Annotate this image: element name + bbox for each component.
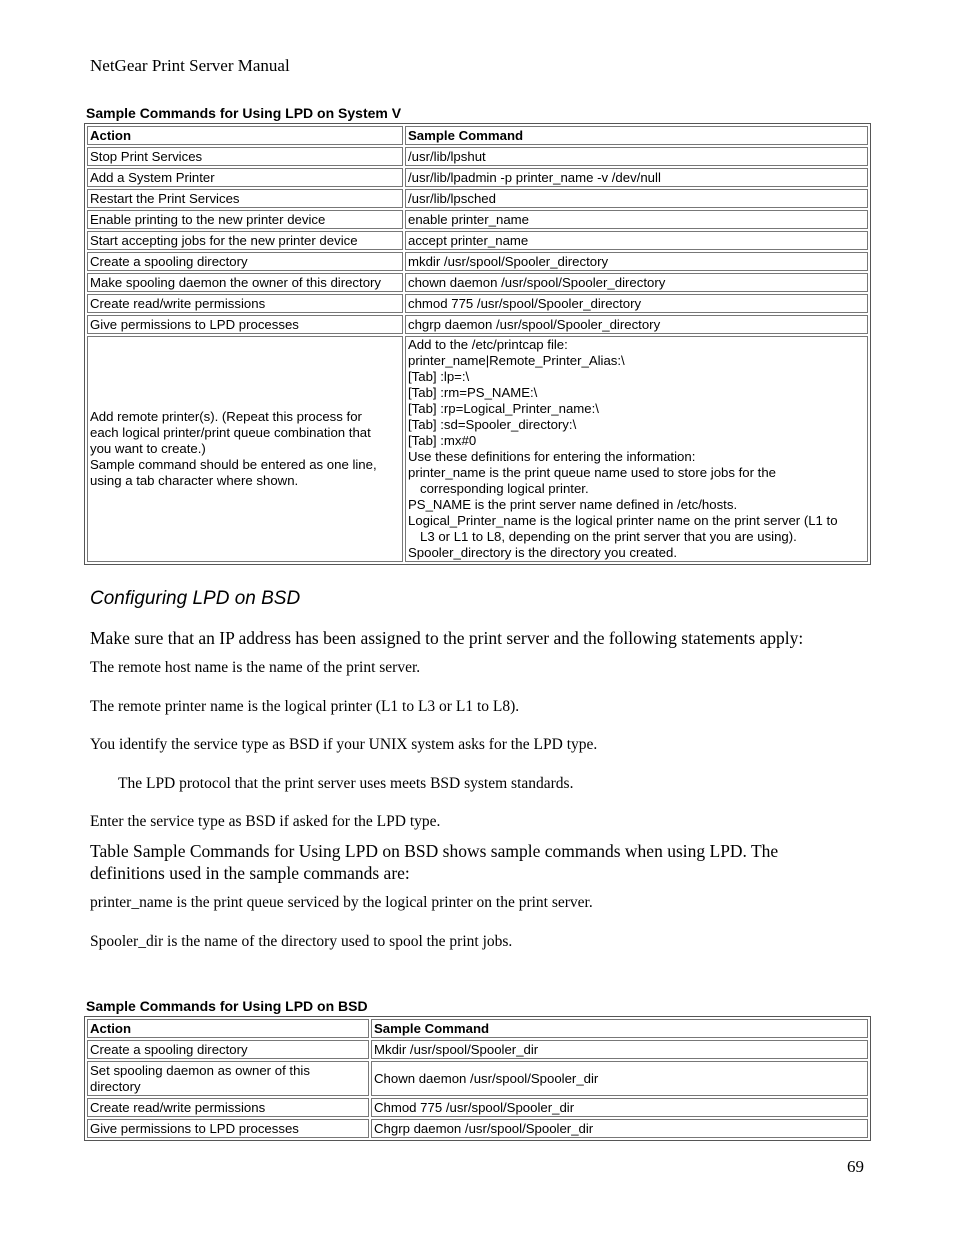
command-line: printer_name is the print queue name used to store jobs for the (408, 465, 777, 480)
command-cell: Chmod 775 /usr/spool/Spooler_dir (371, 1098, 868, 1117)
table-header-row (87, 1019, 868, 1038)
table-row (87, 1098, 868, 1117)
command-line: Add to the /etc/printcap file: (408, 337, 568, 352)
table-row (87, 147, 868, 166)
page-number: 69 (847, 1157, 864, 1176)
command-cell: mkdir /usr/spool/Spooler_directory (405, 252, 868, 271)
command-line: Spooler_directory is the directory you created. (408, 545, 678, 560)
action-line: using a tab character where shown. (90, 473, 299, 488)
action-cell: Create read/write permissions (87, 1098, 369, 1117)
action-cell: Create a spooling directory (87, 252, 403, 271)
printcap-command-cell (405, 336, 868, 562)
action-cell: Start accepting jobs for the new printer device (87, 231, 403, 250)
header-cell-action: Action (87, 126, 403, 145)
section-title: Configuring LPD on BSD (90, 588, 301, 609)
paragraph: The remote printer name is the logical printer (L1 to L3 or L1 to L8). (90, 698, 520, 715)
paragraph: printer_name is the print queue serviced by the logical printer on the print server. (90, 894, 593, 911)
table-row (87, 189, 868, 208)
command-line: [Tab] :lp=:\ (408, 369, 470, 384)
command-line: PS_NAME is the print server name defined in /etc/hosts. (408, 497, 738, 512)
action-line: Add remote printer(s). (Repeat this process for (90, 409, 362, 424)
paragraph: Spooler_dir is the name of the directory used to spool the print jobs. (90, 933, 513, 950)
table-row (87, 315, 868, 334)
table-row (87, 1119, 868, 1138)
table-row (87, 168, 868, 187)
bsd-commands-table (84, 1016, 871, 1141)
command-cell: Chgrp daemon /usr/spool/Spooler_dir (371, 1119, 868, 1138)
command-cell: accept printer_name (405, 231, 868, 250)
command-cell: chown daemon /usr/spool/Spooler_directory (405, 273, 868, 292)
action-line: each logical printer/print queue combination that (90, 425, 371, 440)
indented-paragraph: The LPD protocol that the print server uses meets BSD system standards. (118, 775, 574, 792)
command-cell: enable printer_name (405, 210, 868, 229)
paragraph-line: definitions used in the sample commands are: (90, 863, 410, 883)
action-line: Set spooling daemon as owner of this (90, 1062, 310, 1078)
table-row (87, 1040, 868, 1059)
paragraph: You identify the service type as BSD if your UNIX system asks for the LPD type. (90, 736, 598, 753)
system-v-commands-table (84, 123, 871, 565)
command-line: Logical_Printer_name is the logical printer name on the print server (L1 to (408, 513, 838, 528)
action-cell: Enable printing to the new printer device (87, 210, 403, 229)
paragraph: Enter the service type as BSD if asked for the LPD type. (90, 813, 441, 830)
action-line: directory (90, 1078, 141, 1094)
command-line: [Tab] :sd=Spooler_directory:\ (408, 417, 577, 432)
command-line: L3 or L1 to L8, depending on the print server that you are using). (420, 529, 797, 544)
action-cell: Create a spooling directory (87, 1040, 369, 1059)
table-row (87, 210, 868, 229)
command-line: [Tab] :mx#0 (408, 433, 477, 448)
action-cell: Make spooling daemon the owner of this directory (87, 273, 403, 292)
command-line: [Tab] :rp=Logical_Printer_name:\ (408, 401, 599, 416)
table1-caption: Sample Commands for Using LPD on System V (86, 105, 402, 121)
table-row (87, 1061, 868, 1096)
command-line: corresponding logical printer. (420, 481, 589, 496)
action-cell: Add a System Printer (87, 168, 403, 187)
paragraph: The remote host name is the name of the print server. (90, 659, 421, 676)
header-cell-command: Sample Command (405, 126, 868, 145)
table2-caption: Sample Commands for Using LPD on BSD (86, 998, 368, 1014)
header-cell-command: Sample Command (371, 1019, 868, 1038)
table-row (87, 252, 868, 271)
remote-printer-row (87, 336, 868, 562)
action-cell: Give permissions to LPD processes (87, 315, 403, 334)
action-cell: Restart the Print Services (87, 189, 403, 208)
command-line: printer_name|Remote_Printer_Alias:\ (408, 353, 625, 368)
action-cell: Stop Print Services (87, 147, 403, 166)
command-line: Use these definitions for entering the information: (408, 449, 696, 464)
command-line: [Tab] :rm=PS_NAME:\ (408, 385, 538, 400)
action-cell: Give permissions to LPD processes (87, 1119, 369, 1138)
remote-printer-action-cell (87, 336, 403, 562)
command-cell: /usr/lib/lpshut (405, 147, 868, 166)
table-row (87, 231, 868, 250)
table-row (87, 294, 868, 313)
intro-paragraph: Make sure that an IP address has been assigned to the print server and the following statements apply: (90, 628, 804, 648)
table-row (87, 273, 868, 292)
table-header-row (87, 126, 868, 145)
command-cell: Chown daemon /usr/spool/Spooler_dir (371, 1061, 868, 1096)
command-cell: Mkdir /usr/spool/Spooler_dir (371, 1040, 868, 1059)
running-header: NetGear Print Server Manual (90, 56, 290, 75)
paragraph-line: Table Sample Commands for Using LPD on BSD shows sample commands when using LPD. The (90, 841, 779, 861)
action-line: Sample command should be entered as one line, (90, 457, 377, 472)
command-cell: /usr/lib/lpsched (405, 189, 868, 208)
header-cell-action: Action (87, 1019, 369, 1038)
action-line: you want to create.) (90, 441, 206, 456)
action-cell (87, 1061, 369, 1096)
action-cell: Create read/write permissions (87, 294, 403, 313)
command-cell: chmod 775 /usr/spool/Spooler_directory (405, 294, 868, 313)
command-cell: chgrp daemon /usr/spool/Spooler_directory (405, 315, 868, 334)
command-cell: /usr/lib/lpadmin -p printer_name -v /dev/null (405, 168, 868, 187)
